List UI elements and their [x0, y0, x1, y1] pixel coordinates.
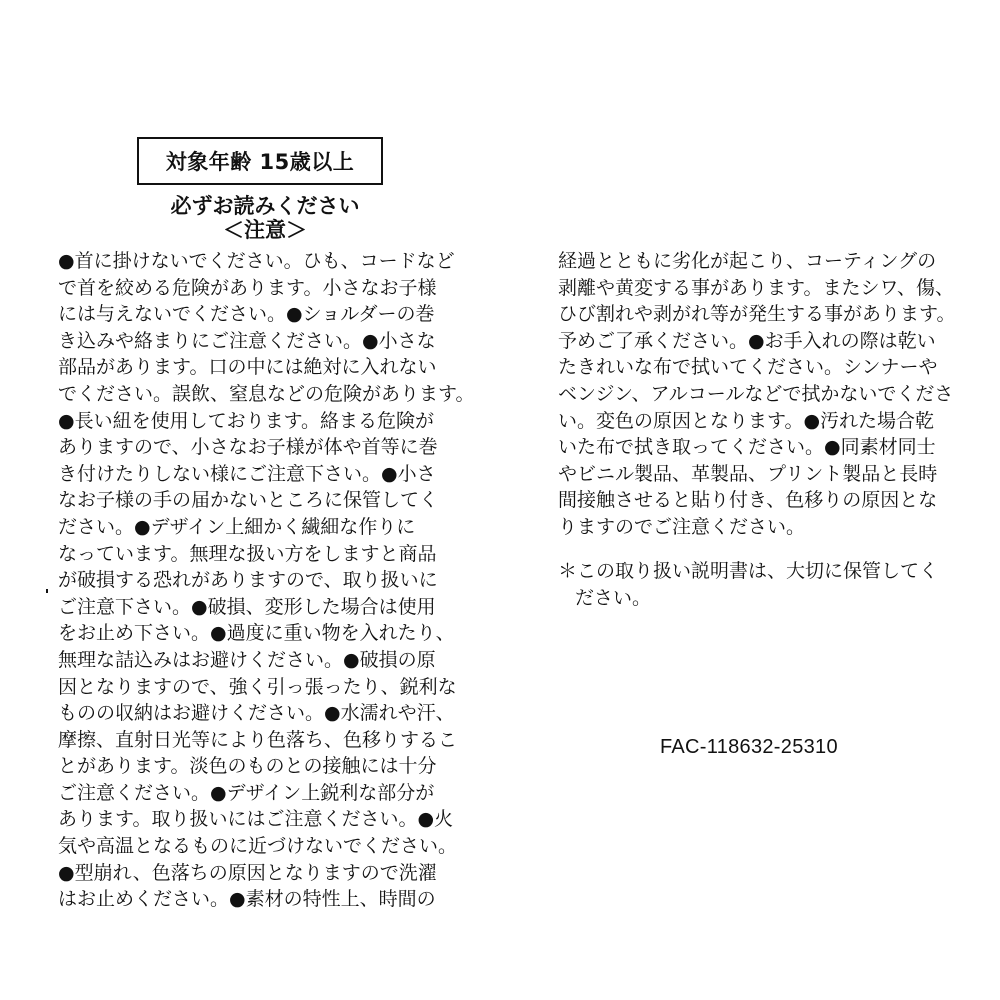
text-line: ものの収納はお避けください。●水濡れや汗、 [58, 702, 455, 725]
text-line: ありますので、小さなお子様が体や首等に巻 [58, 436, 438, 459]
text-line: 間接触させると貼り付き、色移りの原因とな [558, 489, 938, 512]
text-line: なお子様の手の届かないところに保管してく [58, 489, 439, 512]
text-line: い。変色の原因となります。●汚れた場合乾 [558, 409, 935, 432]
margin-mark [46, 589, 48, 593]
product-code: FAC-118632-25310 [660, 736, 838, 758]
must-read-heading: 必ずお読みください [170, 194, 360, 218]
text-line: 気や高温となるものに近づけないでください。 [58, 835, 458, 858]
text-line: ご注意下さい。●破損、変形した場合は使用 [58, 595, 436, 618]
text-line: とがあります。淡色のものとの接触には十分 [58, 755, 437, 778]
text-line: でください。誤飲、窒息などの危険があります。 [58, 382, 475, 405]
text-line: 部品があります。口の中には絶対に入れない [58, 356, 437, 379]
text-line: ひび割れや剥がれ等が発生する事があります。 [558, 303, 956, 326]
text-line: ●型崩れ、色落ちの原因となりますので洗濯 [58, 861, 437, 884]
text-line: あります。取り扱いにはご注意ください。●火 [58, 808, 454, 831]
text-line: ●長い紐を使用しております。絡まる危険が [58, 409, 435, 432]
storage-note [558, 558, 978, 611]
text-line: 予めご了承ください。●お手入れの際は乾い [558, 329, 936, 352]
text-line: なっています。無理な扱い方をしますと商品 [58, 542, 437, 565]
text-line: りますのでご注意ください。 [558, 515, 806, 538]
text-line: やビニル製品、革製品、プリント製品と長時 [558, 462, 938, 485]
caution-heading: ＜注意＞ [223, 218, 307, 242]
text-line: 摩擦、直射日光等により色落ち、色移りするこ [58, 728, 458, 751]
text-line: き込みや絡まりにご注意ください。●小さな [58, 329, 436, 352]
text-line: 経過とともに劣化が起こり、コーティングの [558, 250, 937, 272]
text-line: が破損する恐れがありますので、取り扱いに [58, 569, 438, 592]
note-line: ＊この取り扱い説明書は、大切に保管してく [558, 560, 939, 582]
text-line: き付けたりしない様にご注意下さい。●小さ [58, 462, 436, 485]
text-line: 剥離や黄変する事があります。またシワ、傷、 [558, 276, 954, 299]
text-line: 無理な詰込みはお避けください。●破損の原 [58, 648, 436, 671]
target-age-box: 対象年齢 15歳以上 [137, 137, 383, 185]
text-line: で首を絞める危険があります。小さなお子様 [58, 276, 437, 299]
text-line: はお止めください。●素材の特性上、時間の [58, 888, 436, 911]
text-line: ベンジン、アルコールなどで拭かないでくださ [558, 382, 954, 405]
text-line: には与えないでください。●ショルダーの巻 [58, 303, 435, 326]
text-line: たきれいな布で拭いてください。シンナーや [558, 356, 938, 379]
text-line: ご注意ください。●デザイン上鋭利な部分が [58, 781, 435, 804]
text-line: ださい。●デザイン上細かく繊細な作りに [58, 515, 416, 538]
caution-text-right [558, 248, 978, 541]
caution-text-left [58, 248, 478, 913]
text-line: をお止め下さい。●過度に重い物を入れたり、 [58, 622, 455, 645]
text-line: いた布で拭き取ってください。●同素材同士 [558, 436, 936, 459]
text-line: 因となりますので、強く引っ張ったり、鋭利な [58, 675, 457, 698]
note-line: ださい。 [575, 586, 652, 609]
text-line: ●首に掛けないでください。ひも、コードなど [58, 250, 455, 272]
